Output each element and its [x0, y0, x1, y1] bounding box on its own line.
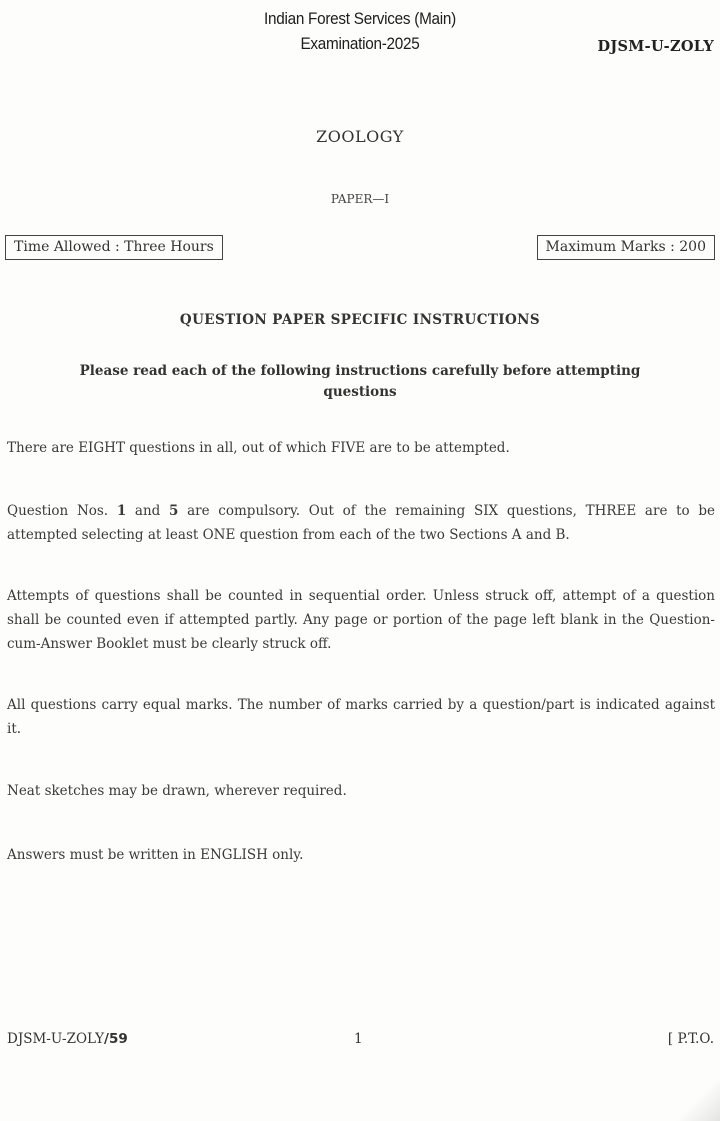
subject-title: ZOOLOGY [316, 127, 404, 146]
time-allowed-box: Time Allowed : Three Hours [5, 235, 223, 260]
question-number: 1 [116, 503, 127, 519]
page-number: 1 [354, 1031, 363, 1047]
paper-number: PAPER—I [330, 192, 390, 206]
exam-year: Examination-2025 [300, 34, 420, 53]
question-number: 5 [169, 503, 179, 519]
instruction-paragraph: Answers must be written in ENGLISH only. [7, 847, 304, 863]
instruction-paragraph: Neat sketches may be drawn, wherever required. [7, 783, 347, 799]
exam-title: Indian Forest Services (Main) [263, 9, 456, 28]
page-corner-shadow [660, 1081, 720, 1121]
instruction-text: are compulsory. Out of the remaining SIX questions, THREE are to be attempted selecting at least ONE question from each of the two Sections A and B. [7, 503, 716, 543]
maximum-marks-box: Maximum Marks : 200 [537, 235, 715, 260]
footer-code: DJSM-U-ZOLY [7, 1031, 105, 1047]
pto-label: [ P.T.O. [667, 1031, 714, 1047]
instruction-text: Question Nos. [7, 503, 117, 519]
instruction-paragraph [7, 499, 715, 547]
instructions-title: QUESTION PAPER SPECIFIC INSTRUCTIONS [179, 312, 541, 328]
instruction-paragraph: All questions carry equal marks. The number of marks carried by a question/part is indicated against it. [7, 697, 715, 737]
paper-code: DJSM-U-ZOLY [597, 38, 714, 55]
footer-paper-code [7, 1031, 128, 1047]
footer-number: /59 [104, 1031, 128, 1047]
instructions-subtitle: Please read each of the following instructions carefully before attempting questions [79, 363, 641, 400]
instruction-text: and [126, 503, 170, 519]
instruction-paragraph: Attempts of questions shall be counted in sequential order. Unless struck off, attempt of a question shall be counted even if attempted partly. Any page or portion of the page left blank in the Question-cum-Answer Booklet must be clearly struck off. [7, 588, 715, 652]
instruction-paragraph: There are EIGHT questions in all, out of which FIVE are to be attempted. [7, 440, 510, 456]
